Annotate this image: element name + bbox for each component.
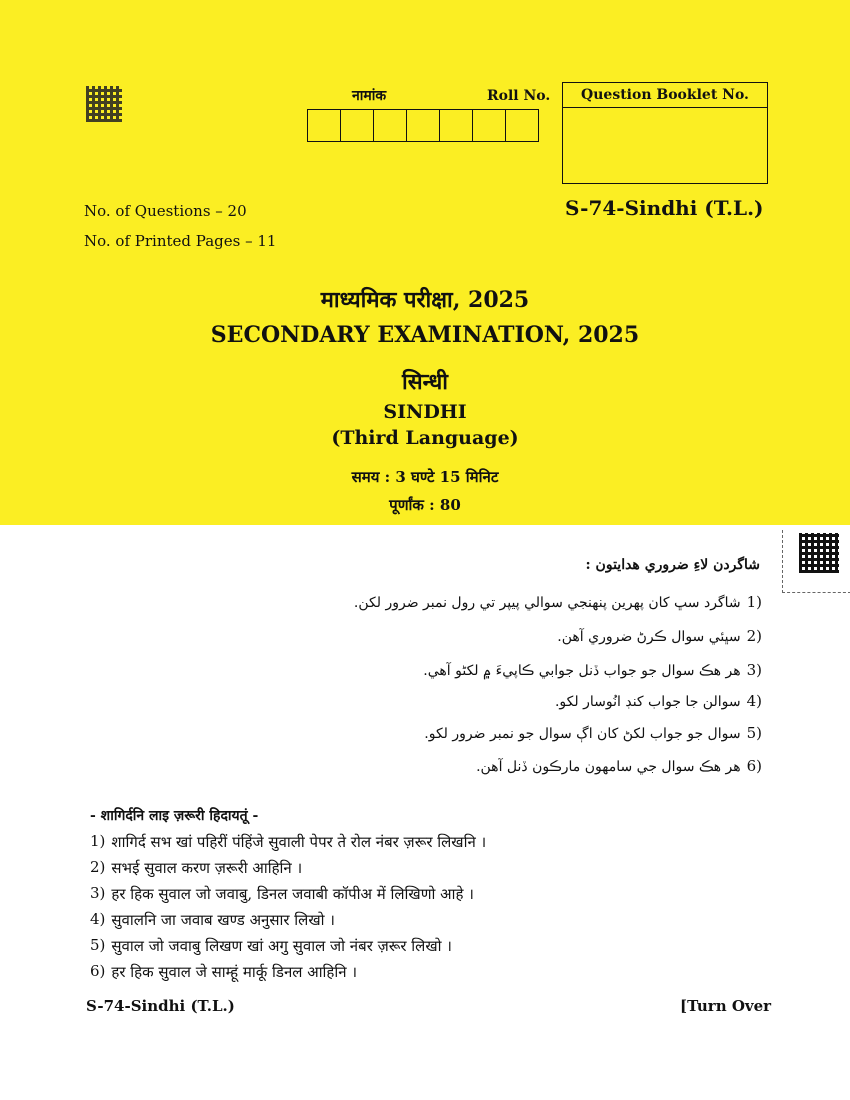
footer-paper-code: S-74-Sindhi (T.L.): [86, 997, 235, 1015]
item-text: हर हिक सुवाल जो जवाबु, डिनल जवाबी कॉपीअ में लिखिणो आहे ।: [111, 885, 474, 903]
hindi-instruction: [90, 936, 452, 956]
item-text: هر هڪ سوال جو جواب ڏنل جوابي ڪاپيءَ ۾ لکڻو آهي.: [423, 663, 741, 679]
qr-code-icon: [799, 533, 839, 573]
hindi-instruction: [90, 910, 335, 930]
sindhi-instructions-heading: شاگردن لاءِ ضروري هدايتون :: [585, 557, 760, 573]
item-number: 3): [746, 661, 762, 679]
subject-hindi: सिन्धी: [402, 369, 448, 395]
sindhi-instruction: [354, 593, 762, 611]
printed-pages: No. of Printed Pages – 11: [84, 232, 277, 250]
sindhi-instruction: [424, 724, 762, 742]
subject-en: SINDHI: [383, 401, 467, 423]
exam-title-hindi: माध्यमिक परीक्षा, 2025: [320, 287, 530, 313]
item-number: 2): [746, 627, 762, 645]
item-number: 1): [90, 832, 106, 850]
item-number: 5): [90, 936, 106, 954]
item-text: शागिर्द सभ खां पहिरीं पंहिंजे सुवाली पेपर ते रोल नंबर ज़रूर लिखनि ।: [111, 833, 487, 851]
qr-code-box: [782, 530, 850, 593]
item-number: 6): [746, 757, 762, 775]
item-text: سوال جو جواب لکڻ کان اڳ سوال جو نمبر ضرور لکو.: [424, 726, 741, 742]
item-text: हर हिक सुवाल जे साम्हूं मार्कू डिनल आहिनि ।: [111, 963, 358, 981]
item-number: 1): [746, 593, 762, 611]
sindhi-instruction: [476, 757, 762, 775]
roll-box[interactable]: [473, 110, 506, 141]
roll-number-boxes: [307, 109, 539, 142]
item-number: 4): [90, 910, 106, 928]
subject-note: (Third Language): [331, 427, 519, 449]
questions-count: No. of Questions – 20: [84, 202, 247, 220]
roll-box[interactable]: [374, 110, 407, 141]
item-text: هر هڪ سوال جي سامهون مارڪون ڏنل آهن.: [476, 759, 741, 775]
item-text: सुवालनि जा जवाब खण्ड अनुसार लिखो ।: [111, 911, 335, 929]
roll-box[interactable]: [440, 110, 473, 141]
item-text: شاگرد سڀ کان پهرين پنهنجي سوالي پيپر تي رول نمبر ضرور لکن.: [353, 595, 741, 611]
qr-code-icon: [86, 86, 122, 122]
roll-box[interactable]: [308, 110, 341, 141]
item-text: सुवाल जो जवाबु लिखण खां अगु सुवाल जो नंबर ज़रूर लिखो ।: [111, 937, 452, 955]
roll-box[interactable]: [341, 110, 374, 141]
item-number: 4): [746, 692, 762, 710]
item-number: 6): [90, 962, 106, 980]
hindi-instruction: [90, 858, 302, 878]
sindhi-instruction: [555, 692, 762, 710]
exam-title-en: SECONDARY EXAMINATION, 2025: [210, 322, 640, 348]
time-allowed: समय : 3 घण्टे 15 मिनिट: [351, 468, 499, 486]
item-text: सभई सुवाल करण ज़रूरी आहिनि ।: [111, 859, 303, 877]
booklet-label: Question Booklet No.: [563, 83, 767, 108]
hindi-instruction: [90, 962, 357, 982]
max-marks: पूर्णांक : 80: [389, 496, 461, 514]
sindhi-instruction: [557, 627, 762, 645]
item-text: سوالن جا جواب کنڊ انُوسار لکو.: [554, 694, 741, 710]
roll-box[interactable]: [407, 110, 440, 141]
roll-box[interactable]: [506, 110, 538, 141]
item-text: سڀئي سوال ڪرڻ ضروري آهن.: [557, 629, 741, 645]
item-number: 2): [90, 858, 106, 876]
roll-label-en: Roll No.: [487, 88, 551, 104]
item-number: 5): [746, 724, 762, 742]
sindhi-instruction: [423, 661, 762, 679]
item-number: 3): [90, 884, 106, 902]
hindi-instructions-heading: - शागिर्दनि लाइ ज़रूरी हिदायतूं -: [90, 808, 259, 824]
hindi-instruction: [90, 832, 486, 852]
turn-over-label: [Turn Over: [680, 997, 772, 1015]
paper-code: S-74-Sindhi (T.L.): [565, 196, 764, 220]
roll-label-hindi: नामांक: [352, 88, 387, 104]
hindi-instruction: [90, 884, 474, 904]
question-booklet-box[interactable]: [562, 82, 768, 184]
